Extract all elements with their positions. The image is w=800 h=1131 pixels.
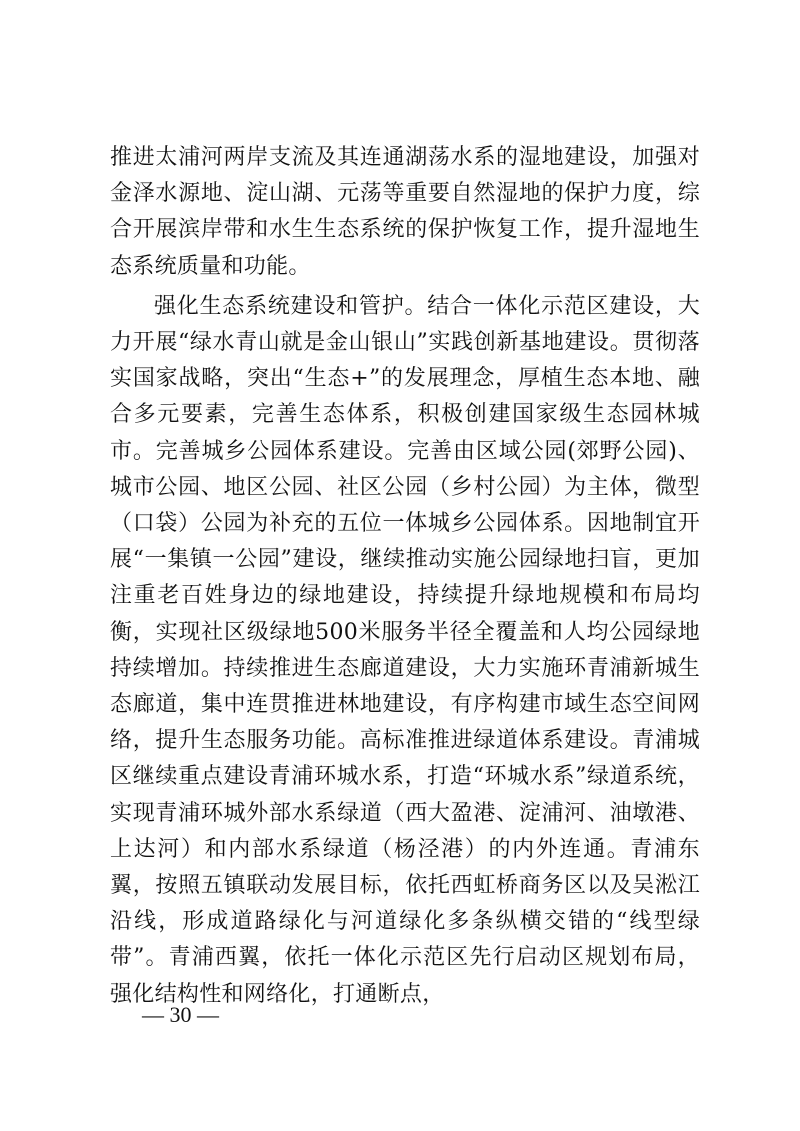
body-text [110,140,700,1013]
paragraph-continuation: 推进太浦河两岸支流及其连通湖荡水系的湿地建设，加强对金泽水源地、淀山湖、元荡等重要自然湿地的保护力度，综合开展滨岸带和水生生态系统的保护恢复工作，提升湿地生态系统质量和功能。 [110,145,700,279]
page-number: — 30 — [142,1002,219,1027]
paragraph-ecosystem-construction: 强化生态系统建设和管护。结合一体化示范区建设，大力开展“绿水青山就是金山银山”实践创新基地建设。贯彻落实国家战略，突出“生态+”的发展理念，厚植生态本地、融合多元要素，完善生态体系，积极创建国家级生态园林城市。完善城乡公园体系建设。完善由区域公园(郊野公园)、城市公园、地区公园、社区公园（乡村公园）为主体，微型（口袋）公园为补充的五位一体城乡公园体系。因地制宜开展“一集镇一公园”建设，继续推动实施公园绿地扫盲，更加注重老百姓身边的绿地建设，持续提升绿地规模和布局均衡，实现社区级绿地500米服务半径全覆盖和人均公园绿地持续增加。持续推进生态廊道建设，大力实施环青浦新城生态廊道，集中连贯推进林地建设，有序构建市域生态空间网络，提升生态服务功能。高标准推进绿道体系建设。青浦城区继续重点建设青浦环城水系，打造“环城水系”绿道系统，实现青浦环城外部水系绿道（西大盈港、淀浦河、油墩港、上达河）和内部水系绿道（杨泾港）的内外连通。青浦东翼，按照五镇联动发展目标，依托西虹桥商务区以及吴淞江沿线，形成道路绿化与河道绿化多条纵横交错的“线型绿带”。青浦西翼，依托一体化示范区先行启动区规划布局，强化结构性和网络化，打通断点， [110,293,700,1007]
